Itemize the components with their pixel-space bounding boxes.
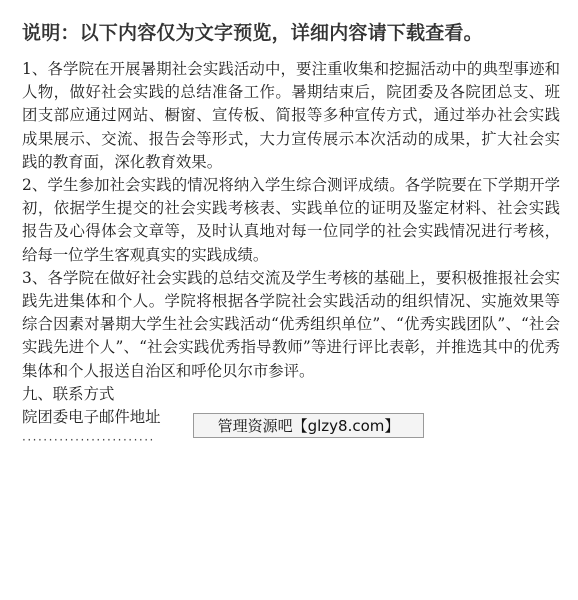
watermark-overlay: 管理资源吧【glzy8.com】 xyxy=(193,413,424,438)
paragraph-2: 2、学生参加社会实践的情况将纳入学生综合测评成绩。各学院要在下学期开学初，依据学生提交的社会实践考核表、实践单位的证明及鉴定材料、社会实践报告及心得体会文章等，及时认真地对每一位同学的社会实践情况进行考核，给每一位学生客观真实的实践成绩。 xyxy=(22,176,560,264)
paragraph-3: 3、各学院在做好社会实践的总结交流及学生考核的基础上，要积极推报社会实践先进集体和个人。学院将根据各学院社会实践活动的组织情况、实施效果等综合因素对暑期大学生社会实践活动“优秀组织单位”、“优秀实践团队”、“社会实践先进个人”、“社会实践优秀指导教师”等进行评比表彰，并推选其中的优秀集体和个人报送自治区和呼伦贝尔市参评。 xyxy=(22,268,560,380)
preview-notice-header: 说明：以下内容仅为文字预览，详细内容请下载查看。 xyxy=(22,22,483,44)
contact-email-label: 院团委电子邮件地址 xyxy=(22,408,161,427)
document-body xyxy=(22,58,560,449)
truncation-dots: ························· xyxy=(22,433,155,448)
paragraph-1: 1、各学院在开展暑期社会实践活动中，要注重收集和挖掘活动中的典型事迹和人物，做好社会实践的总结准备工作。暑期结束后，院团委及各院团总支、班团支部应通过网站、橱窗、宣传板、简报等多种宣传方式，通过举办社会实践成果展示、交流、报告会等形式，大力宣传展示本次活动的成果，扩大社会实践的教育面，深化教育效果。 xyxy=(22,60,560,171)
section-heading-contact: 九、联系方式 xyxy=(22,384,115,403)
